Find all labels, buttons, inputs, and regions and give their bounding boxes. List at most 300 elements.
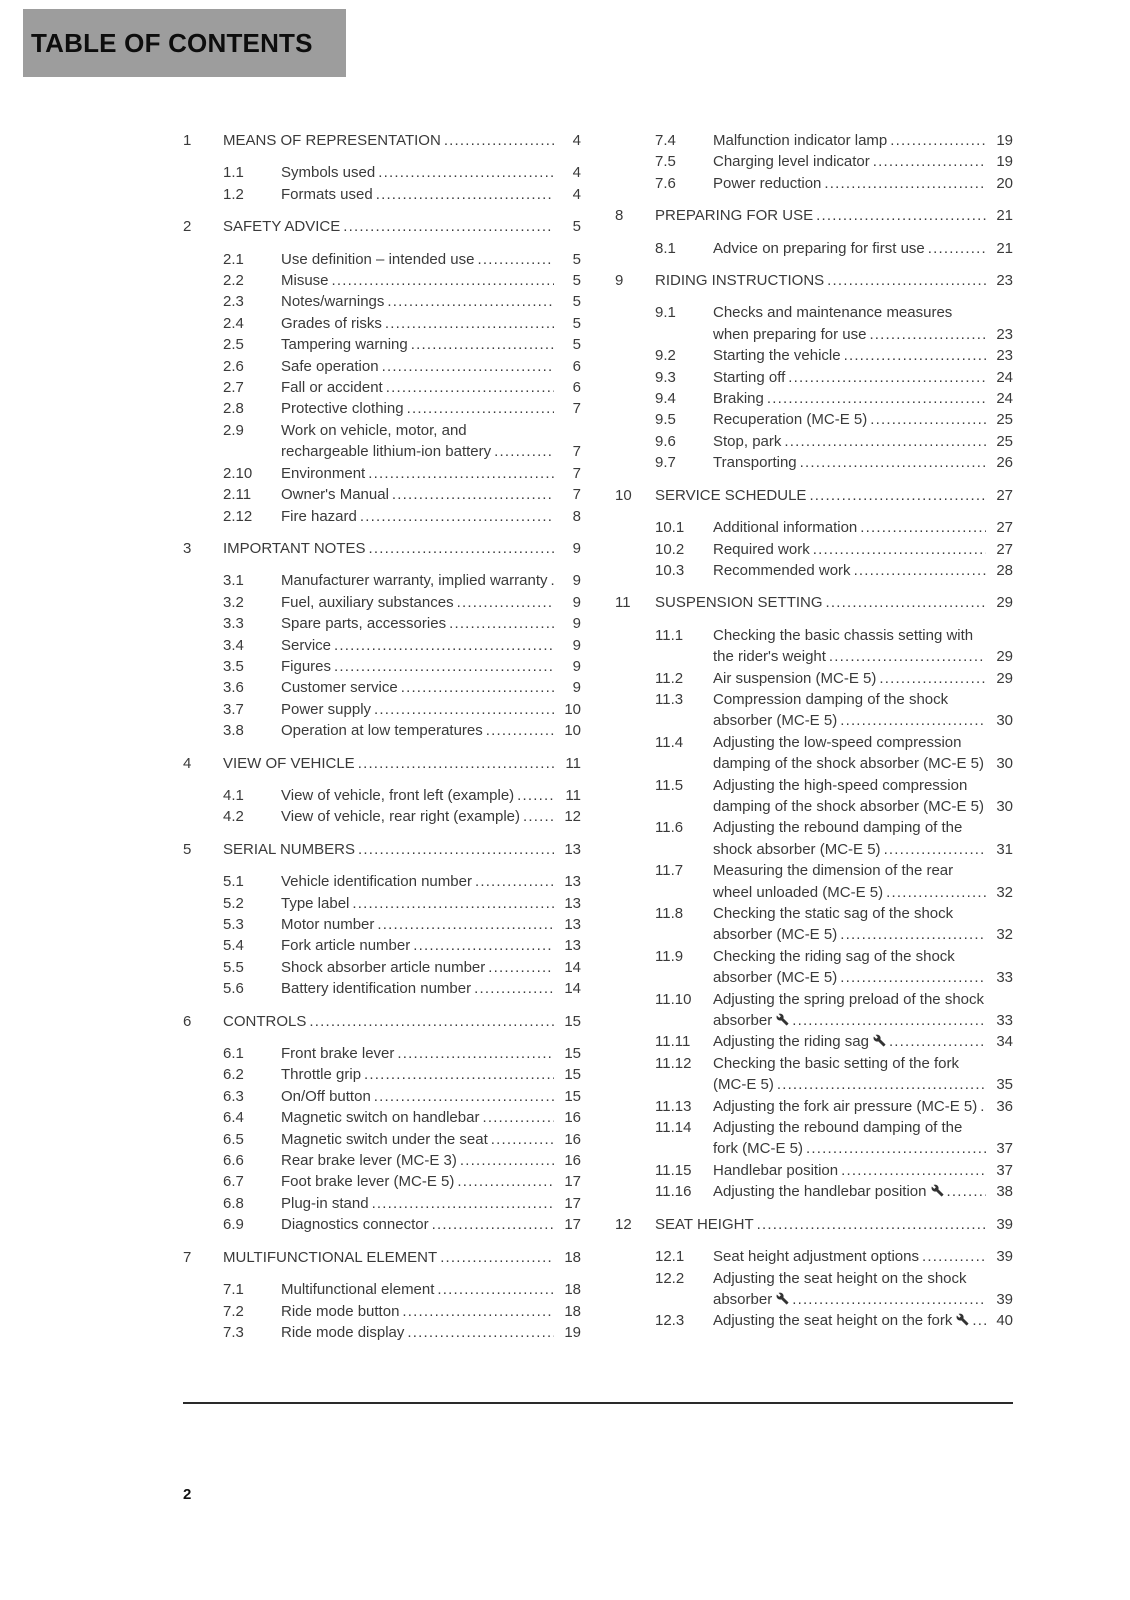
toc-sub-row — [183, 656, 581, 677]
dot-leader — [340, 216, 554, 237]
entry-number: 5.2 — [223, 894, 244, 912]
entry-title: Formats used ..... — [281, 184, 554, 205]
entry-page-number: 9 — [572, 657, 581, 675]
entry-page-number: 5 — [572, 218, 581, 236]
dot-leader — [369, 1193, 554, 1214]
entry-number: 11.16 — [655, 1183, 692, 1201]
entry-title: Fork article number ..... — [281, 935, 554, 956]
entry-page-number: 6 — [572, 357, 581, 375]
toc-sub-row — [183, 635, 581, 656]
entry-page-number: 16 — [564, 1109, 581, 1127]
entry-title: Tampering warning ..... — [281, 334, 554, 355]
entry-title: Power supply ..... — [281, 699, 554, 720]
dot-leader — [355, 753, 554, 774]
entry-page-number: 34 — [996, 1033, 1013, 1051]
entry-page-number: 12 — [564, 808, 581, 826]
entry-number: 10.2 — [655, 540, 685, 558]
dot-leader — [457, 1150, 554, 1171]
dot-leader — [789, 1010, 986, 1031]
toc-sub-row — [183, 270, 581, 291]
table-of-contents — [183, 130, 1013, 1343]
toc-sub-row — [615, 452, 1013, 473]
entry-page-number: 37 — [996, 1140, 1013, 1158]
entry-title: Fall or accident ..... — [281, 377, 554, 398]
entry-title: Magnetic switch on handlebar ..... — [281, 1107, 554, 1128]
entry-page-number: 39 — [996, 1248, 1013, 1266]
entry-page-number: 18 — [564, 1281, 581, 1299]
entry-title: PREPARING FOR USE ..... — [655, 205, 986, 226]
toc-sub-row — [183, 377, 581, 398]
toc-sub-row — [615, 345, 1013, 366]
entry-title: Recommended work ..... — [713, 560, 986, 581]
entry-number: 5.6 — [223, 980, 244, 998]
toc-sub-row — [615, 1246, 1013, 1267]
entry-number: 11.9 — [655, 947, 684, 965]
toc-sub-row — [183, 978, 581, 999]
entry-page-number: 5 — [572, 272, 581, 290]
entry-page-number: 4 — [572, 164, 581, 182]
entry-title: Adjusting the fork air pressure (MC-E 5) ..... — [713, 1096, 986, 1117]
entry-title: Adjusting the rebound damping of the shock absorber (MC-E 5) ..... — [713, 817, 986, 860]
toc-sub-row — [183, 1279, 581, 1300]
entry-title: Adjusting the low-speed compression damping of the shock absorber (MC-E 5) ..... — [713, 732, 986, 775]
dot-leader — [485, 957, 554, 978]
dot-leader — [355, 839, 554, 860]
entry-number: 12 — [615, 1215, 632, 1233]
toc-sub-row — [615, 732, 1013, 775]
entry-page-number: 27 — [996, 540, 1013, 558]
entry-page-number: 30 — [996, 797, 1013, 815]
entry-page-number: 17 — [564, 1216, 581, 1234]
entry-title: Figures ..... — [281, 656, 554, 677]
dot-leader — [382, 313, 554, 334]
entry-title: Measuring the dimension of the rear wheel unloaded (MC-E 5) ..... — [713, 860, 986, 903]
entry-title: RIDING INSTRUCTIONS ..... — [655, 270, 986, 291]
toc-sub-row — [183, 184, 581, 205]
entry-title: SUSPENSION SETTING ..... — [655, 592, 986, 613]
entry-number: 1.2 — [223, 185, 244, 203]
entry-title: Adjusting the handlebar position ..... — [713, 1181, 986, 1202]
toc-sub-row — [615, 1053, 1013, 1096]
entry-title: Front brake lever ..... — [281, 1043, 554, 1064]
entry-page-number: 28 — [996, 561, 1013, 579]
entry-number: 3.5 — [223, 657, 244, 675]
dot-leader — [429, 1214, 554, 1235]
toc-chapter-row — [183, 753, 581, 774]
entry-title: Magnetic switch under the seat ..... — [281, 1129, 554, 1150]
footer-divider — [183, 1402, 1013, 1404]
entry-number: 10.3 — [655, 561, 685, 579]
toc-chapter-row — [183, 839, 581, 860]
entry-page-number: 4 — [572, 132, 581, 149]
entry-page-number: 31 — [996, 840, 1013, 858]
entry-title: Charging level indicator ..... — [713, 151, 986, 172]
dot-leader — [384, 291, 554, 312]
entry-title: Compression damping of the shock absorber (MC-E 5) ..... — [713, 689, 986, 732]
entry-title: Adjusting the seat height on the shock absorber ..... — [713, 1268, 986, 1311]
entry-title: Shock absorber article number ..... — [281, 957, 554, 978]
entry-number: 6.9 — [223, 1216, 244, 1234]
entry-number: 5.1 — [223, 873, 244, 891]
toc-sub-row — [615, 517, 1013, 538]
dot-leader — [472, 871, 554, 892]
entry-title: Adjusting the rebound damping of the fork (MC-E 5) ..... — [713, 1117, 986, 1160]
entry-number: 6 — [183, 1012, 192, 1030]
dot-leader — [371, 1086, 554, 1107]
toc-chapter-row — [183, 1011, 581, 1032]
toc-sub-row — [183, 291, 581, 312]
entry-page-number: 4 — [572, 185, 581, 203]
entry-number: 8.1 — [655, 239, 676, 257]
entry-page-number: 27 — [996, 486, 1013, 504]
dot-leader — [371, 699, 554, 720]
entry-title: SERIAL NUMBERS ..... — [223, 839, 554, 860]
toc-sub-row — [183, 720, 581, 741]
toc-sub-row — [183, 398, 581, 419]
entry-number: 9.4 — [655, 390, 676, 408]
entry-title: Checks and maintenance measures when preparing for use ..... — [713, 302, 986, 345]
entry-title: Safe operation ..... — [281, 356, 554, 377]
toc-sub-row — [183, 871, 581, 892]
entry-number: 11.1 — [655, 626, 684, 644]
toc-sub-row — [183, 785, 581, 806]
toc-sub-row — [183, 1107, 581, 1128]
dot-leader — [944, 1181, 987, 1202]
dot-leader — [437, 1247, 554, 1268]
toc-sub-row — [615, 130, 1013, 151]
entry-title: IMPORTANT NOTES ..... — [223, 538, 554, 559]
entry-title: Starting off ..... — [713, 367, 986, 388]
entry-number: 9.3 — [655, 368, 676, 386]
entry-page-number: 7 — [572, 400, 581, 418]
dot-leader — [881, 839, 986, 860]
dot-leader — [774, 1074, 986, 1095]
entry-title: Advice on preparing for first use ..... — [713, 238, 986, 259]
entry-page-number: 5 — [572, 293, 581, 311]
toc-sub-row — [183, 806, 581, 827]
dot-leader — [876, 668, 986, 689]
entry-page-number: 8 — [572, 507, 581, 525]
entry-page-number: 5 — [572, 336, 581, 354]
entry-page-number: 11 — [565, 754, 581, 772]
entry-number: 6.8 — [223, 1194, 244, 1212]
entry-number: 7.4 — [655, 132, 676, 149]
dot-leader — [379, 356, 554, 377]
entry-number: 2.10 — [223, 464, 253, 482]
dot-leader — [867, 409, 986, 430]
dot-leader — [851, 560, 986, 581]
entry-title: Fuel, auxiliary substances ..... — [281, 592, 554, 613]
entry-page-number: 37 — [996, 1161, 1013, 1179]
entry-title: View of vehicle, front left (example) ..... — [281, 785, 554, 806]
toc-sub-row — [183, 484, 581, 505]
entry-title: Stop, park ..... — [713, 431, 986, 452]
toc-sub-row — [615, 151, 1013, 172]
entry-page-number: 13 — [564, 937, 581, 955]
entry-title: Checking the basic chassis setting with the rider's weight ..... — [713, 625, 986, 668]
entry-number: 3.4 — [223, 636, 244, 654]
entry-number: 3.8 — [223, 722, 244, 740]
entry-number: 1.1 — [223, 164, 244, 182]
dot-leader — [797, 452, 986, 473]
dot-leader — [434, 1279, 554, 1300]
toc-sub-row — [615, 173, 1013, 194]
entry-page-number: 13 — [564, 894, 581, 912]
dot-leader — [349, 893, 554, 914]
entry-number: 11.6 — [655, 819, 684, 837]
toc-chapter-row — [615, 592, 1013, 613]
dot-leader — [925, 238, 986, 259]
toc-chapter-row — [615, 270, 1013, 291]
dot-leader — [837, 967, 986, 988]
toc-sub-row — [183, 570, 581, 591]
entry-title: SAFETY ADVICE ..... — [223, 216, 554, 237]
entry-number: 9.6 — [655, 432, 676, 450]
toc-sub-row — [183, 506, 581, 527]
dot-leader — [824, 270, 986, 291]
entry-number: 2.6 — [223, 357, 244, 375]
dot-leader — [789, 1289, 986, 1310]
toc-sub-row — [183, 1171, 581, 1192]
dot-leader — [454, 592, 554, 613]
entry-number: 6.1 — [223, 1045, 244, 1063]
dot-leader — [366, 538, 554, 559]
toc-sub-row — [183, 1322, 581, 1343]
entry-number: 5 — [183, 840, 192, 858]
entry-title: Ride mode display ..... — [281, 1322, 554, 1343]
toc-sub-row — [615, 989, 1013, 1032]
toc-sub-row — [615, 560, 1013, 581]
entry-page-number: 9 — [572, 636, 581, 654]
entry-title: Motor number ..... — [281, 914, 554, 935]
entry-page-number: 9 — [572, 615, 581, 633]
toc-chapter-row — [615, 205, 1013, 226]
entry-title: Transporting ..... — [713, 452, 986, 473]
dot-leader — [488, 1129, 554, 1150]
entry-page-number: 30 — [996, 755, 1013, 773]
entry-number: 5.3 — [223, 916, 244, 933]
entry-number: 6.2 — [223, 1066, 244, 1084]
entry-number: 3 — [183, 539, 192, 557]
entry-number: 9 — [615, 272, 624, 290]
entry-page-number: 23 — [996, 325, 1013, 343]
entry-number: 7.2 — [223, 1302, 244, 1320]
toc-chapter-row — [183, 130, 581, 151]
entry-title: Foot brake lever (MC-E 5) ..... — [281, 1171, 554, 1192]
entry-number: 2.2 — [223, 272, 244, 290]
dot-leader — [841, 345, 986, 366]
entry-page-number: 13 — [564, 840, 581, 858]
toc-sub-row — [615, 817, 1013, 860]
dot-leader — [474, 249, 554, 270]
dot-leader — [821, 173, 986, 194]
entry-page-number: 32 — [996, 926, 1013, 944]
entry-number: 2.8 — [223, 400, 244, 418]
toc-sub-row — [615, 367, 1013, 388]
toc-chapter-row — [183, 1247, 581, 1268]
dot-leader — [887, 130, 986, 151]
toc-sub-row — [183, 356, 581, 377]
entry-title: Vehicle identification number ..... — [281, 871, 554, 892]
entry-title: Adjusting the seat height on the fork ..... — [713, 1310, 986, 1331]
entry-number: 7.6 — [655, 174, 676, 192]
entry-title: MULTIFUNCTIONAL ELEMENT ..... — [223, 1247, 554, 1268]
dot-leader — [375, 162, 554, 183]
entry-number: 11.11 — [655, 1033, 691, 1051]
entry-title: Operation at low temperatures ..... — [281, 720, 554, 741]
entry-page-number: 21 — [996, 207, 1013, 225]
entry-page-number: 27 — [996, 519, 1013, 537]
entry-number: 4.2 — [223, 808, 244, 826]
toc-sub-row — [615, 689, 1013, 732]
dot-leader — [826, 646, 986, 667]
entry-number: 2.12 — [223, 507, 253, 525]
toc-chapter-row — [615, 1214, 1013, 1235]
entry-title: Braking ..... — [713, 388, 986, 409]
entry-title: Starting the vehicle ..... — [713, 345, 986, 366]
entry-page-number: 30 — [996, 712, 1013, 730]
dot-leader — [306, 1011, 554, 1032]
entry-page-number: 9 — [572, 593, 581, 611]
entry-page-number: 33 — [996, 1012, 1013, 1030]
entry-number: 2.7 — [223, 379, 244, 397]
dot-leader — [754, 1214, 986, 1235]
wrench-icon — [776, 1292, 789, 1305]
dot-leader — [404, 1322, 554, 1343]
toc-sub-row — [183, 699, 581, 720]
dot-leader — [483, 720, 554, 741]
entry-number: 12.3 — [655, 1312, 685, 1330]
entry-number: 6.5 — [223, 1130, 244, 1148]
entry-page-number: 23 — [996, 347, 1013, 365]
toc-sub-row — [615, 302, 1013, 345]
entry-number: 12.1 — [655, 1248, 685, 1266]
dot-leader — [373, 184, 554, 205]
dot-leader — [361, 1064, 554, 1085]
toc-sub-row — [183, 162, 581, 183]
entry-page-number: 25 — [996, 411, 1013, 429]
toc-sub-row — [615, 1096, 1013, 1117]
entry-title: Handlebar position ..... — [713, 1160, 986, 1181]
entry-title: Work on vehicle, motor, and rechargeable lithium-ion battery ..... — [281, 420, 554, 463]
toc-sub-row — [183, 1301, 581, 1322]
entry-number: 8 — [615, 207, 624, 225]
toc-sub-row — [183, 249, 581, 270]
toc-sub-row — [183, 313, 581, 334]
entry-page-number: 7 — [572, 443, 581, 461]
dot-leader — [886, 1031, 986, 1052]
dot-leader — [837, 924, 986, 945]
toc-chapter-row — [183, 538, 581, 559]
entry-page-number: 29 — [996, 669, 1013, 687]
toc-sub-row — [615, 903, 1013, 946]
entry-title: Diagnostics connector ..... — [281, 1214, 554, 1235]
dot-leader — [329, 270, 554, 291]
entry-title: Ride mode button ..... — [281, 1301, 554, 1322]
entry-page-number: 19 — [996, 132, 1013, 149]
entry-title: Service ..... — [281, 635, 554, 656]
entry-page-number: 14 — [564, 958, 581, 976]
dot-leader — [383, 377, 554, 398]
entry-page-number: 25 — [996, 432, 1013, 450]
entry-title: Rear brake lever (MC-E 3) ..... — [281, 1150, 554, 1171]
toc-sub-row — [183, 1214, 581, 1235]
entry-page-number: 16 — [564, 1130, 581, 1148]
toc-sub-row — [615, 238, 1013, 259]
dot-leader — [374, 914, 554, 935]
toc-chapter-row — [615, 485, 1013, 506]
wrench-icon — [956, 1313, 969, 1326]
entry-page-number: 5 — [572, 314, 581, 332]
entry-number: 9.7 — [655, 454, 676, 472]
entry-page-number: 32 — [996, 883, 1013, 901]
entry-title: Checking the riding sag of the shock absorber (MC-E 5) ..... — [713, 946, 986, 989]
entry-title: SEAT HEIGHT ..... — [655, 1214, 986, 1235]
entry-number: 11.13 — [655, 1097, 692, 1115]
entry-page-number: 15 — [564, 1087, 581, 1105]
dot-leader — [803, 1138, 986, 1159]
entry-page-number: 13 — [564, 916, 581, 933]
entry-page-number: 9 — [572, 679, 581, 697]
dot-leader — [813, 205, 986, 226]
entry-number: 11.12 — [655, 1054, 692, 1072]
dot-leader — [331, 635, 554, 656]
toc-sub-row — [183, 893, 581, 914]
entry-number: 2.5 — [223, 336, 244, 354]
entry-page-number: 29 — [996, 648, 1013, 666]
toc-sub-row — [183, 1129, 581, 1150]
entry-number: 7.3 — [223, 1323, 244, 1341]
entry-page-number: 13 — [564, 873, 581, 891]
entry-title: Required work ..... — [713, 539, 986, 560]
entry-title: Throttle grip ..... — [281, 1064, 554, 1085]
dot-leader — [806, 485, 986, 506]
dot-leader — [408, 334, 554, 355]
entry-page-number: 6 — [572, 379, 581, 397]
entry-title: Customer service ..... — [281, 677, 554, 698]
entry-page-number: 14 — [564, 980, 581, 998]
entry-number: 11.2 — [655, 669, 684, 687]
entry-number: 12.2 — [655, 1269, 685, 1287]
entry-page-number: 10 — [564, 722, 581, 740]
entry-page-number: 15 — [564, 1045, 581, 1063]
entry-number: 4 — [183, 754, 192, 772]
toc-sub-row — [183, 914, 581, 935]
entry-number: 11.10 — [655, 990, 692, 1008]
toc-sub-row — [615, 1181, 1013, 1202]
dot-leader — [520, 806, 554, 827]
dot-leader — [547, 570, 554, 591]
toc-column-right — [615, 130, 1013, 1343]
dot-leader — [365, 463, 554, 484]
toc-sub-row — [615, 946, 1013, 989]
toc-sub-row — [183, 463, 581, 484]
entry-number: 5.5 — [223, 958, 244, 976]
dot-leader — [984, 753, 986, 774]
toc-sub-row — [615, 1117, 1013, 1160]
entry-number: 3.7 — [223, 700, 244, 718]
entry-page-number: 24 — [996, 368, 1013, 386]
entry-page-number: 7 — [572, 486, 581, 504]
entry-page-number: 19 — [996, 153, 1013, 171]
entry-number: 11.8 — [655, 905, 684, 922]
toc-sub-row — [183, 1043, 581, 1064]
entry-page-number: 35 — [996, 1076, 1013, 1094]
page-title: TABLE OF CONTENTS — [31, 27, 313, 58]
dot-leader — [764, 388, 986, 409]
entry-page-number: 33 — [996, 969, 1013, 987]
entry-number: 2.1 — [223, 250, 244, 268]
